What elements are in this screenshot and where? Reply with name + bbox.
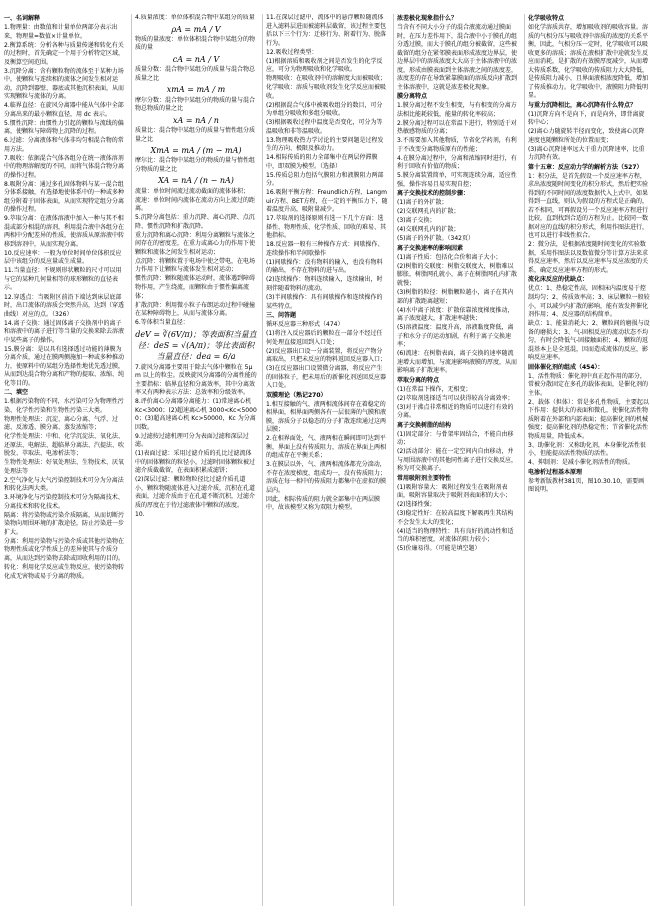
paragraph: 摩尔分数：混合物中某组分的物质的量与混合物总物质的量之比	[135, 96, 256, 113]
paragraph: 1.根据污染物的不同，水污染可分为物理性污染、化学性污染和生物性污染三大类。	[4, 398, 124, 414]
formula-line: deV = ∛(6V/π)；等表面积当量直径：deS = √(A/π)；等比表面积当量直径：dea = 6/a	[135, 329, 257, 362]
paragraph: 1、活性物质：催化剂中真正起作用的部分，常被分散固定在多孔的载体表面，是催化剂的主体。	[528, 372, 649, 397]
paragraph: 4.临界直径：在旋风分离器中能从气体中全部分离出来的最小颗粒直径，用 dc 表示。	[4, 102, 124, 118]
paragraph: 分离：利用污染物与污染介质或其他污染物在物理性质或化学性质上的差异使其与介质分离，从而达到污染物去除或回收利用的目的。	[4, 537, 125, 562]
paragraph: (3)根据吸收过程中温度是否变化，可分为等温吸收和非等温吸收。	[266, 119, 383, 135]
paragraph: (2)萃取剂选择适当可以获得较高分离效率；	[397, 394, 514, 402]
paragraph: (2)离心力随旋转半径而变化，致使离心沉降速度也随颗粒所处的位置而变；	[528, 128, 645, 144]
paragraph: 化学性处理法：中和、化学沉淀法、氧化法、还原法、电解法、超临界分离法、汽提法、吹脱发、萃取法、电渗析法等；	[4, 433, 125, 458]
section-heading: 一、名词解释	[4, 15, 41, 22]
section-heading: 离子交换树脂的结构	[397, 421, 452, 429]
paragraph: (1)离子性质：包括化合价和离子大小；	[397, 253, 502, 261]
paragraph: 17.萃取剂的选择原则有选一下几个方面：选择性、物理性质、化学性质、回收的难易、其他指标。	[266, 215, 387, 240]
paragraph: 2.膜分离过程可以在常温下进行，特别适于对热敏感物质的分离；	[397, 119, 517, 136]
paragraph: 3.沉降分离：含有颗粒物的流体至于某种力场中，使颗粒与连续相的流体之间发生相对运动，沉降到器壁、器底或其他沉积表面，从而实现颗粒与流体的分离。	[4, 67, 125, 101]
paragraph: 质量分数：混合物中某组分的质量与混合物总质量之比	[135, 66, 256, 82]
paragraph: 2.衡算系统：分析各种与质量传递和转化有关的过程时，首先确定一个用于分析特定区域，及衡算空间范围。	[4, 41, 125, 66]
paragraph: (1)沉降方向不是向下，而是向外，即背离旋转中心；	[528, 110, 645, 127]
section-heading: 第十五章：反应动力学的解析方法（527）	[528, 163, 643, 171]
paragraph: 7.旋风分离器主要用于除去气体中颗粒在 5μm 以上的粒尘。反映旋风分离器的分离性能的主要指标：临界直径和分离效率，其中分离效率又有两种表示方法：总效率和分级效率。	[135, 363, 257, 397]
paragraph: 扩散沉降：利用微小粒子布朗运动过程中碰撞在某种障碍物上，从而与流体分离。	[135, 301, 256, 318]
section-heading: 三、问答题	[266, 312, 297, 320]
paragraph: 流量：单位时间流过流动截面的流体体积；	[135, 187, 250, 195]
formula-line: ρA = mA / V	[171, 24, 221, 34]
paragraph: 11.当量直径：不规则形状颗粒的尺寸可以用与它的某种几何量相等的球形颗粒的直径表示。	[4, 267, 122, 292]
paragraph: (1)在常温下操作，无相变；	[397, 385, 472, 393]
paragraph: 隔离：将污染物或污染介质隔离，从而切断污染物向周围环境的扩散途径，防止污染进一步扩大。	[4, 511, 125, 536]
section-heading: 化学吸收特点	[528, 15, 565, 22]
paragraph: 化学吸收：溶质与吸收剂发生化学反应而被吸收。	[266, 84, 387, 100]
section-heading: 离子交换速率的影响因素	[397, 244, 464, 252]
paragraph: 2：微分法，是根据浓度随时间变化的实验数据，采用作图法以及数值微分等计算方法来求得反应速率，然后以反应速率与反应浓度的关系，确定反应速率方程的形式。	[528, 241, 649, 274]
formula-line: XA = nA / (n − nA)	[158, 176, 234, 186]
paragraph: (1)表面过滤：采用过滤介质的孔比过滤流体中的固体颗粒的粒径小，过滤时固体颗粒被过滤介质截截留，在表面积累成滤饼；	[135, 450, 256, 475]
paragraph: 流速：单位时间内流体在流动方向上流过的距离。	[135, 196, 256, 213]
paragraph: 1.相互接触的气、液两相流体间存在着稳定的相界面，相界面两侧各有一层很薄的气膜和液膜，溶质分子以稳态的分子扩散连续通过这两层膜；	[266, 400, 387, 434]
paragraph: 惯性沉降：颗粒随流体运动时，流体遇到障碍物作用，产生绕流，而颗粒由于惯性偏离流体；	[135, 275, 256, 300]
paragraph: (5)价廉易得。（可能是填空题）	[397, 545, 481, 553]
paragraph: (2)活动部分：能在一定空间内自由移动，并与周围溶液中的其他同性离子进行交换反应，称为可交换离子。	[397, 448, 518, 473]
paragraph: 优点：1、热稳定性高，固相床内温度易于控制均匀；2、传质效率高；3、床层颗粒一般较小，可以减少内扩散的影响，能有效发挥催化剂作用；4、反应器的结构简单。	[528, 285, 650, 319]
text-column-1	[4, 14, 126, 906]
section-heading: 电渗析过程基本原理	[528, 468, 583, 476]
section-heading: 流化床反应的优缺点：	[528, 276, 589, 284]
paragraph: (5)离子的外扩散。（342页）	[397, 235, 474, 243]
paragraph: 循环反应器三种形式（474）	[266, 321, 344, 329]
formula-line: cA = nA / V	[172, 54, 220, 64]
paragraph: 7.吸收：依据混合气体各组分在统一液体溶剂中的物理溶解度的不同，而将气体混合物分离的操作过程。	[4, 154, 125, 179]
section-heading: 固体催化剂的组成（454）：	[528, 363, 604, 371]
section-heading: 双膜理论（熟记270）	[266, 391, 327, 399]
paragraph: 参考新版教材381页，图10.30.10，需要画图说明。	[528, 477, 645, 494]
paragraph: (3)半间歇操作：具有间歇操作和连续操作的某些特点。	[266, 294, 383, 310]
paragraph: (2)反应器出口设一分离装置，将反应产物分离取出，只把未反应的物料返回反应器入口；	[266, 347, 387, 364]
paragraph: (1)离子的外扩散；	[397, 199, 448, 207]
paragraph: (1)吸附容量大：吸附过程发生在吸附剂表面，吸附容量取决于吸附剂表面积的大小；	[397, 483, 512, 500]
section-heading: 膜分离特点	[397, 93, 428, 101]
formula-line: XmA = mA / (m − mA)	[150, 146, 242, 156]
paragraph: 8.评价离心分离器分离能力：(1)常速离心机 Kc<3000；(2)超速离心机 3000<Kc<50000；(3)超高速离心机 Kc>50000，Kc 为分离因数。	[135, 398, 257, 431]
paragraph: 14.离子交换：通过固体离子交换剂中的离子和溶液中的离子进行等当量的交换来除去溶液中某些离子的操作。	[4, 319, 125, 344]
paragraph: 6.等体积当量直径：	[135, 319, 189, 327]
paragraph: (4)交联网孔内的扩散；	[397, 226, 460, 234]
paragraph: 16.吸附平衡方程：Freundlich方程、Langmuir方程、BET方程，在一定的平衡压力下，随着温度升高，吸附量减少。	[266, 189, 388, 214]
paragraph: (3)在反应器出口设置微分离器，将反应产生的固体粒子，把未用后的新催化剂送回反应器入口处。	[266, 365, 387, 390]
paragraph: 物理吸收：在吸收剂中的溶解度大而被吸收；	[266, 75, 387, 83]
paragraph: 4.质量浓度：单位体积混合物中某组分的质量	[135, 14, 255, 21]
paragraph: 质量比：混合物中某组分的质量与惰性组分质量之比	[135, 127, 256, 143]
paragraph: 10.反应速率：一般为单位时间单位体积反应层中该组分的反应量或生成量。	[4, 249, 122, 266]
paragraph: (3)稳定性好：在较高温度下解吸再生其结构不会发生太大的变化；	[397, 510, 514, 526]
text-column-2	[135, 14, 257, 906]
paragraph: 4、抑制剂：是减小催化剂活性的物质。	[528, 459, 634, 467]
paragraph: 生物性处理法：好氧处理法、生物技术、厌氧处理法等	[4, 459, 125, 475]
paragraph: 3、助催化剂：又称助化剂，本身催化活性很小，但能提高活性物质的活性。	[528, 441, 646, 458]
paragraph: (2)树脂的交联度：树脂交联度大，树脂难以膨胀，树脂网孔就小，离子在树脂网孔内扩散就慢；	[397, 262, 518, 287]
paragraph: 1：积分法，是首先假设一个反应速率方程，求出浓度随时间变化的积分形式，然后把实验得到的不同时间的浓度数据代入上式中，如果得到一直线，则认为假设的方程式是正确的，若不相同，可再假设另一个反应速率方程进行比较，直到找到合适的方程为止。比较同一数据对应的直线的积分形式，利用作图法进行，也可以进行非线性拟合。	[528, 172, 649, 240]
formula-line: xA = nA / n	[173, 115, 219, 125]
paragraph: (4)适当的物理特性：具有良好的流动性和适当的堆积密度，对流体的阻力较小；	[397, 527, 514, 544]
section-heading: 常用吸附剂主要特性	[397, 474, 452, 482]
paragraph: (1)将注入反应器后的颗粒在一部分不经过任何处理直接返回到入口处；	[266, 330, 383, 346]
paragraph: 9.过滤按过滤机理可分为表面过滤和深层过滤。	[135, 432, 249, 449]
paragraph: 物质的量浓度：单位体积混合物中某组分的物质的量	[135, 35, 256, 52]
paragraph: 6.过滤：分离液体和气体非均匀相混合物的常用方法。	[4, 137, 124, 153]
paragraph: 9.萃取分离：在液体溶液中加入一种与其不相混或部分相混的溶剂，利用混合液中各组分在两相中分配差异的性质，使溶质从原溶液中转移到溶剂中，从而实现分离。	[4, 215, 125, 248]
paragraph: (1)间歇操作：没有物料的输入，也没有物料的输出，不存在物料的进与出。	[266, 258, 383, 275]
section-heading: 与重力沉降相比，离心沉降有什么特点？	[528, 101, 637, 109]
paragraph: (3)树脂的粒径：树脂颗粒越小，离子在其内部的扩散距离越短；	[397, 288, 514, 305]
paragraph: 14.相际传质的阻力全部集中在两层停滞膜中，即双膜为模型。（选择）	[266, 154, 378, 170]
paragraph: (2)交联网孔内的扩散；	[397, 208, 460, 216]
paragraph: 5.惯性沉降：由惯性力引起的颗粒与流线的偏离，使颗粒与障碍物上沉降的过程。	[4, 119, 124, 136]
column-divider	[262, 14, 263, 906]
text-column-5	[528, 14, 650, 906]
paragraph: (2)选择性强；	[397, 501, 436, 509]
paragraph: (2)深层过滤：颗粒物粒径比过滤介质孔道小，颗粒物随流体进入过滤介质，沉积在孔道表面，过滤介质由于在孔道不断沉积，过滤介质的厚度在于待过滤液体中颗粒的浓度。	[135, 476, 256, 509]
paragraph: 重力沉降和离心沉降：利用分离颗粒与流体之间存在的密度差，在重力或离心力的作用下使颗粒和流体之间发生相对运动；	[135, 231, 256, 256]
paragraph: (1)根据溶质和吸收剂之间是否发生的化学反应，可分为物理吸收和化学吸收。	[266, 57, 383, 74]
paragraph: (3)对于沸点非常相近的物质可以进行有效的分离。	[397, 403, 514, 420]
paragraph: (2)根据混合气体中被吸收组分的数目，可分为单组分吸收和多组分吸收。	[266, 101, 383, 118]
paragraph: 10.	[135, 510, 145, 518]
section-heading: 萃取分离的特点	[397, 376, 440, 384]
paragraph: (4)水中离子浓度：扩散依靠浓度梯度推动，离子浓度越大，扩散速率越快；	[397, 306, 514, 323]
paragraph: 8.吸附分离：通过多孔固体物料与某一混合组分体系接触，有选择地使体系中的一种或多种组分附着于固体表面，从而实现特定组分分离的操作过程。	[4, 180, 125, 214]
paragraph: (2)连续操作：物料连续输入，连续输出，时刻伴随着物料的流动。	[266, 276, 383, 292]
paragraph: 如化学溶质共存，增加吸收剂的吸收容量。溶质的气相分压与吸收剂中溶质的浓度的关系平衡，因此，气相分压一定时，化学吸收可以吸收更多的溶质；溶质在液相扩散中途就发生反应而消耗，是扩散的有效膜厚度减少，从而增大传质系数，化学吸收的传质阻力大大降低，是传质阻力减小，且界面液相浓度降低，增加了传质推动力。化学吸收中，液膜阻力降低明显。	[528, 24, 649, 100]
section-heading: 二、填空	[4, 389, 29, 397]
paragraph: 缺点：1、能量消耗大；2、颗粒间的磨损与设备的磨损大；3、气-固相反应的流动状态不均匀，有时会降低气-固接触面积；4、颗粒的返混基本上是全返混，因而造成流体的反应，影响反应速率。	[528, 320, 650, 362]
paragraph: 4.在膜分离过程中，分离和浓缩同时进行，有利于回收有价值的物质；	[397, 154, 517, 171]
paragraph: 1.膜分离过程不发生相变，与有相变的分离方法相比能耗较低，能量的转化率较高；	[397, 102, 517, 118]
paragraph: 转化：利用化学反应或生物反应，使污染物转化成无害物或易于分离的物质。	[4, 563, 125, 580]
paragraph: 18.反应器一般有三种操作方式：间歇操作、连续操作和半间歇操作	[266, 241, 384, 257]
paragraph: 当含有不同大小分子的混合液流动通过膜面时，在压力差作用下，混合液中小于膜孔的组分透过膜，而大于膜孔的组分被截留，这些被截留的组分在紧邻膜表面形成浓度边界层，使边界层中的溶质浓度大大高于主体溶液中的浓度，形成由膜表面到主体溶液之间的浓度差，浓度差的存在导致紧靠膜面的溶质反向扩散到主体溶液中，这就是浓差极化现象。	[397, 24, 518, 91]
paragraph: 15.膜分离：是以具有选择透过功能的薄膜为分离介质，通过在膜两侧施加一种或多种推动力，使原料中的某组分选择性地优先透过膜，从而到达混合物分离和产物的提取、浓缩、纯化等目的。	[4, 345, 125, 387]
column-divider	[524, 14, 525, 906]
column-divider	[393, 14, 394, 906]
paragraph: 5.膜分离装置简单，可实现连续分离，适应性强，操作容易且易实现自控；	[397, 172, 517, 188]
paragraph: 12.穿透点：当吸附区前沿下端达到床层底部时，出口流体的溶质会突然升高，达到（穿透曲线）对应的点。（326）	[4, 293, 125, 318]
paragraph: (1)固定部分：与骨架牢固结合，不能自由移动；	[397, 430, 514, 447]
paragraph: 5.沉降分离包括：重力沉降、离心沉降、点沉降、惯性沉降和扩散沉降。	[135, 214, 255, 230]
formula-line: xmA = mA / m	[166, 85, 226, 95]
text-column-4	[397, 14, 519, 906]
section-heading: 浓差极化现象指什么？	[397, 15, 458, 22]
paragraph: 11.在深层过滤中，流体中的悬浮颗粒随流体进入滤料层进而被滤料层截留，该过程主要包括以下三个行为：迁移行为、附着行为、脱落行为。	[266, 14, 387, 47]
section-heading: 离子交换技术的控制步骤：	[397, 190, 470, 198]
paragraph: 因此，相际传质的阻力就全部集中在两层膜中，故该模型又称为双阻力模型。	[266, 495, 381, 512]
paragraph: 2.空气净化与大气污染控制技术可分为分离法和转化法两大类。	[4, 476, 124, 493]
paragraph: 2、载体（担体）：常是多孔性物质，主要起以下作用：提供大的表面和微孔，使催化活性物质附着在外部和内部表面；提高催化剂的机械强度；提高催化剂的热稳定性；节省催化活性物质用量，降低成本。	[528, 398, 649, 440]
paragraph: 2.在相界面处，气、液两相在瞬间即可达到平衡，界面上没有传质阻力，溶质在界面上两相的组成存在平衡关系；	[266, 435, 387, 460]
paragraph: 15.传质总阻力包括气膜阻力和液膜阻力两部分。	[266, 171, 384, 188]
paragraph: 12.吸收过程类型：	[266, 48, 318, 56]
paragraph: (3)离子交换；	[397, 217, 436, 225]
paragraph: 3.不需要加入其他物质，节省化学药剂，有利于不改变分离物质原有的性能；	[397, 137, 517, 153]
paragraph: 点沉降：将颗粒置于电场中使之带电，在电场力作用下让颗粒与流体发生相对运动；	[135, 257, 256, 274]
paragraph: 物理性处理法：沉淀、离心分离、气浮、过滤、反渗透、膜分离、蒸发浓缩等；	[4, 415, 119, 432]
paragraph: (6)流速：在树脂表面，离子交换的速率随流速增大而增加，与流速影响液膜的厚度，从而影响离子扩散速率。	[397, 350, 518, 375]
paragraph: 摩尔比：混合物中某组分的物质的量与惰性组分物质的量之比	[135, 157, 256, 173]
text-column-3	[266, 14, 388, 906]
column-divider	[131, 14, 132, 906]
paragraph: 13.物理吸收热力学讨论的主要问题是过程发生的方向、极限及推动力。	[266, 136, 384, 153]
paragraph: 3.在膜层以外，气、液两相流体都充分湍动，不存在浓度梯度，组成均一，没有传质阻力；溶质在每一相中的传质阻力都集中在虚拟的膜层内。	[266, 461, 387, 494]
paragraph: 1.物理量：由数值和计量单位两部分表示出来，物理量=数值×计量单位。	[4, 24, 118, 40]
paragraph: (3)离心沉降速率远大于重力沉降速率，比重力沉降有效。	[528, 145, 645, 162]
paragraph: (5)溶液温度：温度升高，溶液黏度降低，离子和水分子的运动加剧，有利于离子交换速率；	[397, 324, 514, 349]
paragraph: 3.环境净化与污染控制技术可分为隔离技术、分离技术和转化技术。	[4, 494, 124, 510]
